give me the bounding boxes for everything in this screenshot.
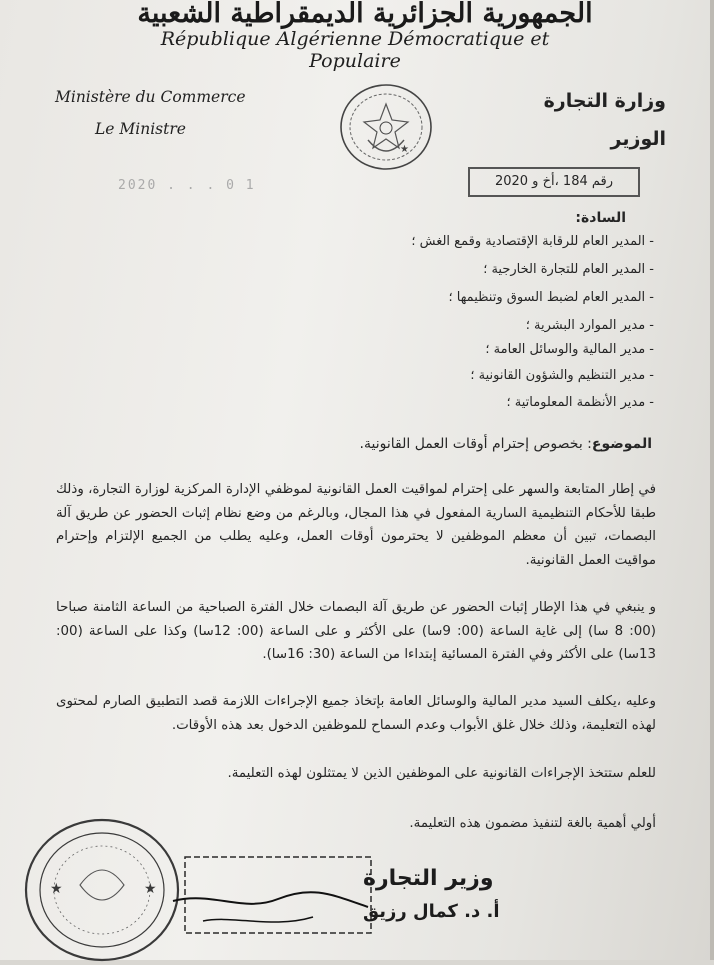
ministry-fr-name: Ministère du Commerce (55, 88, 246, 106)
addressee-item: - مدير المالية والوسائل العامة ؛ (485, 342, 654, 357)
ministry-fr-role: Le Ministre (95, 120, 186, 138)
svg-text:★: ★ (50, 881, 63, 897)
page-edge (710, 0, 714, 960)
subject-text: : بخصوص إحترام أوقات العمل القانونية. (359, 436, 592, 452)
subject-label: الموضوع (591, 436, 652, 452)
ministry-ar-name: وزارة التجارة (543, 90, 666, 112)
signature-title: وزير التجارة (363, 866, 494, 891)
svg-text:★: ★ (144, 881, 157, 897)
svg-text:★: ★ (400, 144, 409, 155)
body-paragraph: للعلم ستتخذ الإجراءات القانونية على الموظفين الذين لا يمتثلون لهذه التعليمة. (227, 766, 656, 781)
addressee-item: - مدير الموارد البشرية ؛ (525, 318, 654, 333)
signature-stamp-graphic (183, 855, 500, 935)
national-emblem-seal-icon (338, 82, 434, 172)
signature-name: أ. د. كمال رزيق (363, 901, 500, 922)
body-paragraph: وعليه ،يكلف السيد مدير المالية والوسائل العامة بإتخاذ جميع الإجراءات اللازمة قصد التطبيق الصارم لمحتوى لهذه التعليمة، وذلك خلال غلق الأبواب وعدم السماح للموظفين الدخول بعد هذه الأوقات. (56, 694, 656, 733)
addressee-item: - المدير العام لضبط السوق وتنظيمها ؛ (448, 290, 654, 305)
signature-block (183, 855, 500, 939)
reference-number: رقم 184 ،أخ و 2020 (468, 167, 640, 197)
header-arabic-title: الجمهورية الجزائرية الديمقراطية الشعبية (137, 0, 593, 29)
ministry-round-stamp-icon (22, 815, 182, 965)
addressee-item: - مدير الأنظمة المعلوماتية ؛ (506, 395, 654, 410)
addressee-item: - المدير العام للرقابة الإقتصادية وقمع الغش ؛ (411, 234, 654, 249)
subject-line (360, 436, 652, 452)
body-paragraph: و ينبغي في هذا الإطار إثبات الحضور عن طريق آلة البصمات خلال الفترة الصباحية من الساعة الثامنة صباحا (00: 8 سا) إلى غاية الساعة (00: 9سا) على الأكثر و على الساعة (00: 12سا) وكذا على الساعة (00: 13سا) على الأكثر وفي الفترة المسائية إبتداءا من الساعة (30: 16سا). (56, 600, 656, 663)
addressee-item: - المدير العام للتجارة الخارجية ؛ (483, 262, 654, 277)
letter-date: 2020 . . . 0 1 (118, 178, 256, 193)
addressee-item: - مدير التنظيم والشؤون القانونية ؛ (470, 368, 654, 383)
body-paragraph: في إطار المتابعة والسهر على إحترام لمواقيت العمل القانونية لموظفي الإدارة المركزية لوزارة التجارة، وذلك طبقا للأحكام التنظيمية السارية المفعول في هذا المجال، وبالرغم من وضع نظام إثبات الحضور عن طريق آلة البصمات، تبين أن معظم الموظفين لا يحترمون أوقات العمل، وعليه يطلب من الجميع الإلتزام وإحترام مواقيت العمل القانونية. (56, 482, 656, 568)
header-french-title: République Algérienne Démocratique et Populaire (160, 28, 550, 72)
body-paragraph: أولي أهمية بالغة لتنفيذ مضمون هذه التعليمة. (409, 816, 656, 831)
addressees-title: السادة: (575, 210, 626, 226)
ministry-ar-role: الوزير (610, 128, 666, 150)
